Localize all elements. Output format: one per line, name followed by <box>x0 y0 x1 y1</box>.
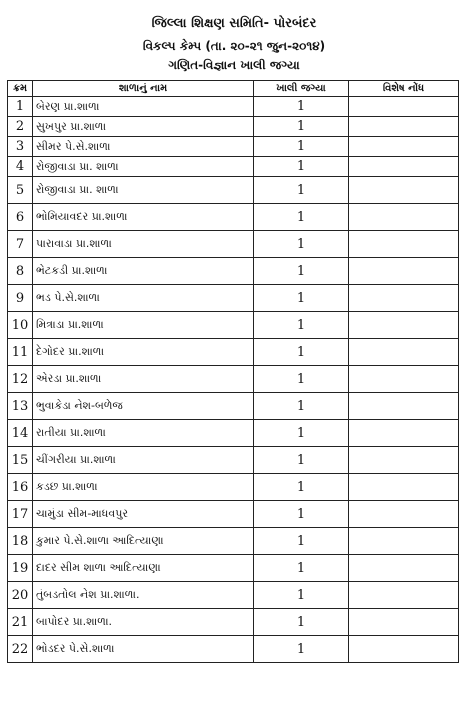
serial-number-cell: 12 <box>8 366 33 393</box>
table-row <box>8 97 459 117</box>
remarks-cell <box>349 366 459 393</box>
table-row <box>8 231 459 258</box>
vacancy-count-cell: 1 <box>254 339 349 366</box>
table-row <box>8 157 459 177</box>
remarks-cell <box>349 177 459 204</box>
document-subtitle: વિકલ્પ કેમ્પ (તા. ૨૦-૨૧ જુન-૨૦૧૪) <box>142 39 326 53</box>
document-subheading: ગણિત-વિજ્ઞાન ખાલી જગ્યા <box>168 58 300 72</box>
serial-number-cell: 13 <box>8 393 33 420</box>
table-row <box>8 420 459 447</box>
serial-number-cell: 9 <box>8 285 33 312</box>
school-name-cell: ભોમિયાવદર પ્રા.શાળા <box>33 204 254 231</box>
table-row <box>8 447 459 474</box>
school-name-cell: સુખપુર પ્રા.શાળા <box>33 117 254 137</box>
serial-number-cell: 2 <box>8 117 33 137</box>
remarks-cell <box>349 393 459 420</box>
school-name-cell: મિત્રાડા પ્રા.શાળા <box>33 312 254 339</box>
table-row <box>8 117 459 137</box>
vacancy-count-cell: 1 <box>254 366 349 393</box>
header-serial: ક્રમ <box>8 81 33 97</box>
remarks-cell <box>349 609 459 636</box>
serial-number-cell: 10 <box>8 312 33 339</box>
header-remarks: વિશેષ નોંધ <box>349 81 459 97</box>
serial-number-cell: 3 <box>8 137 33 157</box>
remarks-cell <box>349 157 459 177</box>
remarks-cell <box>349 447 459 474</box>
serial-number-cell: 21 <box>8 609 33 636</box>
serial-number-cell: 17 <box>8 501 33 528</box>
school-name-cell: ભોડદર પે.સે.શાળા <box>33 636 254 663</box>
school-name-cell: બેરણ પ્રા.શાળા <box>33 97 254 117</box>
school-name-cell: ચીંગરીયા પ્રા.શાળા <box>33 447 254 474</box>
table-row <box>8 609 459 636</box>
table-body <box>8 97 459 663</box>
serial-number-cell: 22 <box>8 636 33 663</box>
vacancy-count-cell: 1 <box>254 447 349 474</box>
serial-number-cell: 18 <box>8 528 33 555</box>
school-name-cell: ભડ પે.સે.શાળા <box>33 285 254 312</box>
school-name-cell: કડછ પ્રા.શાળા <box>33 474 254 501</box>
remarks-cell <box>349 474 459 501</box>
document-title: જિલ્લા શિક્ષણ સમિતિ- પોરબંદર <box>151 16 317 31</box>
remarks-cell <box>349 420 459 447</box>
school-name-cell: રોજીવાડા પ્રા. શાળા <box>33 177 254 204</box>
serial-number-cell: 16 <box>8 474 33 501</box>
vacancy-count-cell: 1 <box>254 285 349 312</box>
remarks-cell <box>349 528 459 555</box>
vacancy-count-cell: 1 <box>254 501 349 528</box>
school-name-cell: સીમર પે.સે.શાળા <box>33 137 254 157</box>
school-name-cell: રાતીયા પ્રા.શાળા <box>33 420 254 447</box>
table-row <box>8 636 459 663</box>
school-name-cell: પારાવાડા પ્રા.શાળા <box>33 231 254 258</box>
table-row <box>8 312 459 339</box>
table-row <box>8 528 459 555</box>
remarks-cell <box>349 582 459 609</box>
serial-number-cell: 8 <box>8 258 33 285</box>
table-row <box>8 501 459 528</box>
serial-number-cell: 6 <box>8 204 33 231</box>
school-name-cell: ભુવાકેડા નેશ-બળેજ <box>33 393 254 420</box>
remarks-cell <box>349 501 459 528</box>
school-name-cell: તુંબડતોલ નેશ પ્રા.શાળા. <box>33 582 254 609</box>
remarks-cell <box>349 231 459 258</box>
serial-number-cell: 14 <box>8 420 33 447</box>
vacancy-count-cell: 1 <box>254 420 349 447</box>
remarks-cell <box>349 339 459 366</box>
remarks-cell <box>349 97 459 117</box>
remarks-cell <box>349 117 459 137</box>
table-row <box>8 582 459 609</box>
table-row <box>8 393 459 420</box>
vacancy-count-cell: 1 <box>254 582 349 609</box>
vacancy-count-cell: 1 <box>254 258 349 285</box>
school-name-cell: એરડા પ્રા.શાળા <box>33 366 254 393</box>
vacancy-count-cell: 1 <box>254 231 349 258</box>
table-header-row <box>8 81 459 97</box>
table-row <box>8 258 459 285</box>
school-name-cell: કુમાર પે.સે.શાળા આદિત્યાણા <box>33 528 254 555</box>
serial-number-cell: 15 <box>8 447 33 474</box>
vacancy-count-cell: 1 <box>254 177 349 204</box>
table-row <box>8 285 459 312</box>
vacancy-count-cell: 1 <box>254 609 349 636</box>
remarks-cell <box>349 204 459 231</box>
vacancy-count-cell: 1 <box>254 117 349 137</box>
vacancy-count-cell: 1 <box>254 204 349 231</box>
vacancy-count-cell: 1 <box>254 312 349 339</box>
vacancy-count-cell: 1 <box>254 393 349 420</box>
vacancy-count-cell: 1 <box>254 97 349 117</box>
remarks-cell <box>349 285 459 312</box>
school-name-cell: દાદર સીમ શાળા આદિત્યાણા <box>33 555 254 582</box>
remarks-cell <box>349 636 459 663</box>
serial-number-cell: 20 <box>8 582 33 609</box>
vacancy-count-cell: 1 <box>254 555 349 582</box>
vacancy-count-cell: 1 <box>254 137 349 157</box>
remarks-cell <box>349 312 459 339</box>
table-row <box>8 137 459 157</box>
vacancy-table <box>7 80 459 663</box>
table-row <box>8 474 459 501</box>
remarks-cell <box>349 258 459 285</box>
vacancy-count-cell: 1 <box>254 528 349 555</box>
serial-number-cell: 1 <box>8 97 33 117</box>
serial-number-cell: 19 <box>8 555 33 582</box>
header-school-name: શાળાનું નામ <box>33 81 254 97</box>
serial-number-cell: 5 <box>8 177 33 204</box>
serial-number-cell: 4 <box>8 157 33 177</box>
table-row <box>8 339 459 366</box>
school-name-cell: બાપોદર પ્રા.શાળા. <box>33 609 254 636</box>
table-row <box>8 366 459 393</box>
table-row <box>8 204 459 231</box>
school-name-cell: ચામુંડા સીમ-માધવપુર <box>33 501 254 528</box>
remarks-cell <box>349 137 459 157</box>
vacancy-count-cell: 1 <box>254 474 349 501</box>
serial-number-cell: 11 <box>8 339 33 366</box>
table-row <box>8 555 459 582</box>
vacancy-count-cell: 1 <box>254 636 349 663</box>
remarks-cell <box>349 555 459 582</box>
vacancy-count-cell: 1 <box>254 157 349 177</box>
header-vacancy: ખાલી જગ્યા <box>254 81 349 97</box>
serial-number-cell: 7 <box>8 231 33 258</box>
school-name-cell: રોજીવાડા પ્રા. શાળા <box>33 157 254 177</box>
table-row <box>8 177 459 204</box>
school-name-cell: દેગોદર પ્રા.શાળા <box>33 339 254 366</box>
school-name-cell: ભેટકડી પ્રા.શાળા <box>33 258 254 285</box>
